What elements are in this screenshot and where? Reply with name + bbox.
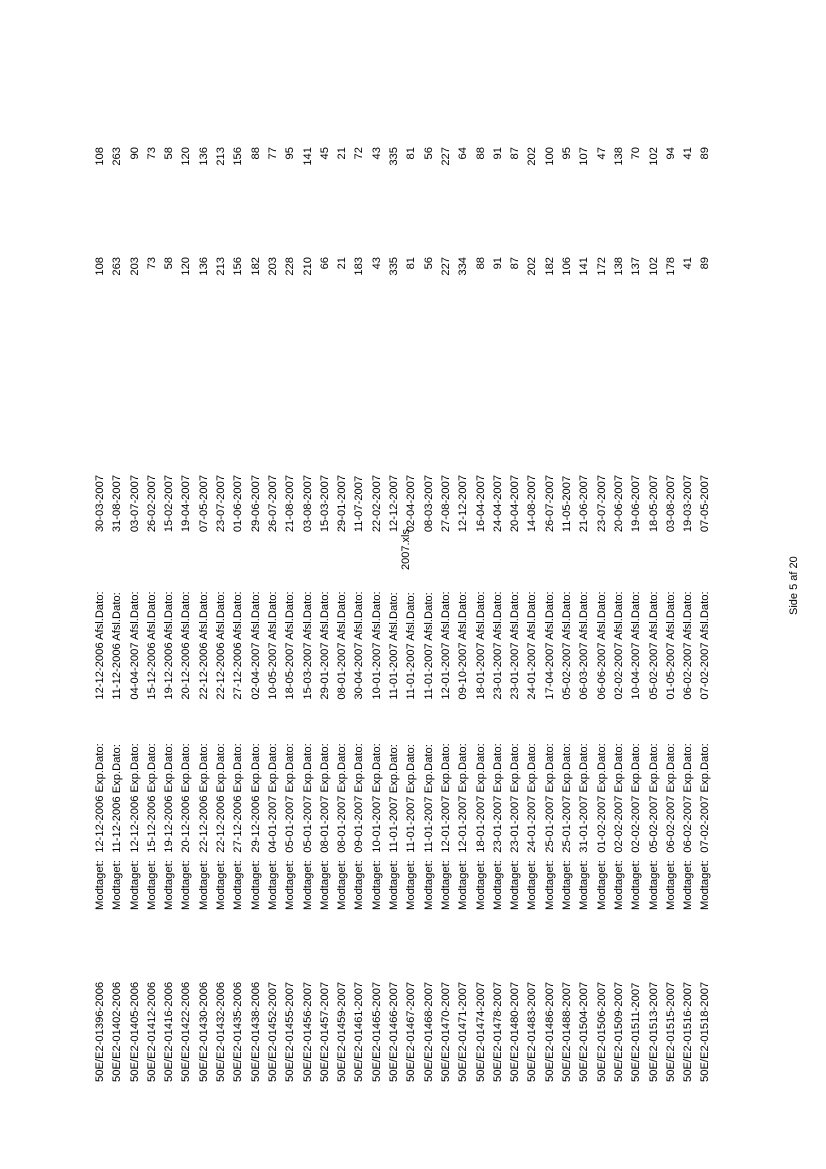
processing-days-cell: 335 bbox=[388, 147, 401, 166]
total-days-cell: 182 bbox=[543, 256, 556, 276]
total-days-cell: 202 bbox=[526, 256, 539, 276]
closed-date-cell: 18-05-2007 bbox=[647, 474, 660, 533]
received-label-cell: Modtaget: bbox=[439, 860, 452, 910]
processing-days-cell: 107 bbox=[578, 147, 591, 166]
received-label-cell: Modtaget: bbox=[128, 860, 141, 910]
received-date-cell: 05-02-2007 Exp.Dato: bbox=[647, 743, 660, 853]
case-id-cell: 50E/E2-01511-2007 bbox=[630, 982, 643, 1082]
total-days-cell: 87 bbox=[509, 256, 522, 270]
total-days-cell: 228 bbox=[284, 256, 297, 276]
table-row bbox=[127, 147, 144, 1082]
case-id-cell: 50E/E2-01467-2007 bbox=[405, 981, 418, 1082]
expedited-date-cell: 17-04-2007 Afsl.Dato: bbox=[543, 591, 556, 700]
case-id-cell: 50E/E2-01515-2007 bbox=[664, 981, 677, 1082]
total-days-cell: 203 bbox=[266, 256, 279, 276]
received-label-cell: Modtaget: bbox=[561, 860, 574, 910]
received-date-cell: 22-12-2006 Exp.Dato: bbox=[197, 743, 210, 853]
case-id-cell: 50E/E2-01466-2007 bbox=[388, 981, 401, 1082]
received-date-cell: 08-01-2007 Exp.Dato: bbox=[336, 743, 349, 853]
received-label-cell: Modtaget: bbox=[266, 860, 279, 910]
closed-date-cell: 29-06-2007 bbox=[249, 474, 262, 533]
case-id-cell: 50E/E2-01435-2006 bbox=[232, 981, 245, 1082]
processing-days-cell: 141 bbox=[301, 147, 314, 166]
closed-date-cell: 07-05-2007 bbox=[197, 474, 210, 533]
case-id-cell: 50E/E2-01459-2007 bbox=[336, 981, 349, 1082]
expedited-date-cell: 27-12-2006 Afsl.Dato: bbox=[232, 591, 245, 700]
processing-days-cell: 77 bbox=[266, 147, 279, 160]
received-label-cell: Modtaget: bbox=[647, 860, 660, 910]
case-id-cell: 50E/E2-01416-2006 bbox=[163, 981, 176, 1082]
total-days-cell: 138 bbox=[612, 256, 625, 276]
table-row bbox=[265, 147, 282, 1082]
processing-days-cell: 58 bbox=[163, 147, 176, 160]
case-id-cell: 50E/E2-01478-2007 bbox=[491, 981, 504, 1082]
total-days-cell: 91 bbox=[491, 256, 504, 270]
closed-date-cell: 19-03-2007 bbox=[682, 474, 695, 533]
processing-days-cell: 72 bbox=[353, 147, 366, 160]
received-date-cell: 31-01-2007 Exp.Dato: bbox=[578, 743, 591, 853]
case-id-cell: 50E/E2-01513-2007 bbox=[647, 981, 660, 1082]
received-label-cell: Modtaget: bbox=[422, 860, 435, 910]
total-days-cell: 41 bbox=[682, 256, 695, 270]
table-row bbox=[542, 147, 559, 1082]
processing-days-cell: 227 bbox=[439, 147, 452, 166]
received-label-cell: Modtaget: bbox=[474, 860, 487, 910]
closed-date-cell: 30-03-2007 bbox=[94, 474, 106, 533]
received-label-cell: Modtaget: bbox=[232, 860, 245, 910]
processing-days-cell: 156 bbox=[232, 147, 245, 166]
table-row bbox=[403, 147, 420, 1082]
closed-date-cell: 22-02-2007 bbox=[370, 474, 383, 533]
expedited-date-cell: 02-02-2007 Afsl.Dato: bbox=[612, 591, 625, 700]
case-table-body bbox=[92, 147, 715, 1082]
expedited-date-cell: 11-12-2006 Afsl.Dato: bbox=[111, 592, 124, 700]
received-date-cell: 02-02-2007 Exp.Dato: bbox=[630, 743, 643, 853]
processing-days-cell: 94 bbox=[664, 147, 677, 160]
received-date-cell: 10-01-2007 Exp.Dato: bbox=[370, 743, 383, 853]
expedited-date-cell: 05-02-2007 Afsl.Dato: bbox=[647, 591, 660, 700]
table-row bbox=[248, 147, 265, 1082]
received-date-cell: 07-02-2007 Exp.Dato: bbox=[699, 743, 712, 853]
expedited-date-cell: 06-02-2007 Afsl.Dato: bbox=[682, 591, 695, 700]
table-row bbox=[576, 147, 593, 1082]
expedited-date-cell: 18-05-2007 Afsl.Dato: bbox=[284, 591, 297, 700]
received-date-cell: 12-01-2007 Exp.Dato: bbox=[439, 743, 452, 853]
closed-date-cell: 23-07-2007 bbox=[215, 474, 228, 533]
table-row bbox=[646, 147, 663, 1082]
received-label-cell: Modtaget: bbox=[111, 860, 124, 910]
table-row bbox=[351, 147, 368, 1082]
file-name-header: 2007.xls bbox=[400, 529, 412, 570]
closed-date-cell: 21-06-2007 bbox=[578, 474, 591, 533]
expedited-date-cell: 08-01-2007 Afsl.Dato: bbox=[336, 591, 349, 700]
received-date-cell: 04-01-2007 Exp.Dato: bbox=[266, 743, 279, 853]
case-id-cell: 50E/E2-01509-2007 bbox=[612, 981, 625, 1082]
processing-days-cell: 95 bbox=[284, 147, 297, 160]
received-label-cell: Modtaget: bbox=[163, 860, 176, 910]
received-date-cell: 23-01-2007 Exp.Dato: bbox=[491, 743, 504, 853]
expedited-date-cell: 29-01-2007 Afsl.Dato: bbox=[318, 591, 331, 700]
received-date-cell: 25-01-2007 Exp.Dato: bbox=[543, 743, 556, 853]
case-id-cell: 50E/E2-01504-2007 bbox=[578, 981, 591, 1082]
expedited-date-cell: 23-01-2007 Afsl.Dato: bbox=[509, 591, 522, 700]
expedited-date-cell: 11-01-2007 Afsl.Dato: bbox=[405, 592, 418, 700]
received-label-cell: Modtaget: bbox=[180, 860, 193, 910]
received-label-cell: Modtaget: bbox=[526, 860, 539, 910]
table-row bbox=[282, 147, 299, 1082]
table-row bbox=[369, 147, 386, 1082]
expedited-date-cell: 19-12-2006 Afsl.Dato: bbox=[163, 591, 176, 700]
table-row bbox=[473, 147, 490, 1082]
total-days-cell: 227 bbox=[439, 256, 452, 276]
closed-date-cell: 03-08-2007 bbox=[301, 474, 314, 533]
received-label-cell: Modtaget: bbox=[630, 860, 643, 910]
total-days-cell: 43 bbox=[370, 256, 383, 270]
closed-date-cell: 03-07-2007 bbox=[128, 474, 141, 533]
case-id-cell: 50E/E2-01518-2007 bbox=[699, 981, 712, 1082]
received-label-cell: Modtaget: bbox=[682, 860, 695, 910]
total-days-cell: 203 bbox=[128, 256, 141, 276]
table-row bbox=[161, 147, 178, 1082]
case-table bbox=[92, 147, 715, 1082]
processing-days-cell: 120 bbox=[180, 147, 193, 166]
received-label-cell: Modtaget: bbox=[215, 860, 228, 910]
received-date-cell: 12-12-2006 Exp.Dato: bbox=[94, 743, 106, 853]
table-row bbox=[213, 147, 230, 1082]
closed-date-cell: 14-08-2007 bbox=[526, 474, 539, 533]
received-label-cell: Modtaget: bbox=[543, 860, 556, 910]
received-label-cell: Modtaget: bbox=[249, 860, 262, 910]
received-date-cell: 06-02-2007 Exp.Dato: bbox=[664, 743, 677, 853]
processing-days-cell: 87 bbox=[509, 147, 522, 160]
processing-days-cell: 108 bbox=[94, 147, 106, 166]
case-id-cell: 50E/E2-01516-2007 bbox=[682, 981, 695, 1082]
received-date-cell: 24-01-2007 Exp.Dato: bbox=[526, 743, 539, 853]
closed-date-cell: 12-12-2007 bbox=[457, 474, 470, 533]
total-days-cell: 136 bbox=[197, 256, 210, 276]
total-days-cell: 58 bbox=[163, 256, 176, 270]
closed-date-cell: 01-06-2007 bbox=[232, 474, 245, 533]
expedited-date-cell: 12-12-2006 Afsl.Dato: bbox=[94, 591, 106, 700]
case-id-cell: 50E/E2-01471-2007 bbox=[457, 981, 470, 1082]
expedited-date-cell: 07-02-2007 Afsl.Dato: bbox=[699, 591, 712, 700]
expedited-date-cell: 11-01-2007 Afsl.Dato: bbox=[388, 592, 401, 700]
table-row bbox=[611, 147, 628, 1082]
received-label-cell: Modtaget: bbox=[318, 860, 331, 910]
page-number-footer: Side 5 af 20 bbox=[788, 556, 800, 615]
expedited-date-cell: 05-02-2007 Afsl.Dato: bbox=[561, 591, 574, 700]
total-days-cell: 56 bbox=[422, 256, 435, 270]
table-row bbox=[663, 147, 680, 1082]
processing-days-cell: 41 bbox=[682, 147, 695, 160]
total-days-cell: 81 bbox=[405, 256, 418, 270]
expedited-date-cell: 22-12-2006 Afsl.Dato: bbox=[197, 591, 210, 700]
total-days-cell: 106 bbox=[561, 256, 574, 276]
total-days-cell: 141 bbox=[578, 256, 591, 276]
table-row bbox=[317, 147, 334, 1082]
total-days-cell: 210 bbox=[301, 256, 314, 276]
expedited-date-cell: 06-03-2007 Afsl.Dato: bbox=[578, 591, 591, 700]
case-id-cell: 50E/E2-01452-2007 bbox=[266, 981, 279, 1082]
total-days-cell: 334 bbox=[457, 256, 470, 276]
table-row bbox=[490, 147, 507, 1082]
total-days-cell: 88 bbox=[474, 256, 487, 270]
closed-date-cell: 11-07-2007 bbox=[353, 475, 366, 533]
table-row bbox=[524, 147, 541, 1082]
received-label-cell: Modtaget: bbox=[336, 860, 349, 910]
received-label-cell: Modtaget: bbox=[699, 860, 712, 910]
received-date-cell: 09-01-2007 Exp.Dato: bbox=[353, 743, 366, 853]
processing-days-cell: 91 bbox=[491, 147, 504, 160]
closed-date-cell: 07-05-2007 bbox=[699, 474, 712, 533]
received-label-cell: Modtaget: bbox=[595, 860, 608, 910]
total-days-cell: 66 bbox=[318, 256, 331, 270]
received-date-cell: 11-01-2007 Exp.Dato: bbox=[388, 744, 401, 853]
received-label-cell: Modtaget: bbox=[457, 860, 470, 910]
expedited-date-cell: 23-01-2007 Afsl.Dato: bbox=[491, 591, 504, 700]
received-date-cell: 06-02-2007 Exp.Dato: bbox=[682, 743, 695, 853]
processing-days-cell: 43 bbox=[370, 147, 383, 160]
case-id-cell: 50E/E2-01422-2006 bbox=[180, 981, 193, 1082]
closed-date-cell: 08-03-2007 bbox=[422, 474, 435, 533]
received-date-cell: 18-01-2007 Exp.Dato: bbox=[474, 743, 487, 853]
table-row bbox=[559, 147, 576, 1082]
closed-date-cell: 11-05-2007 bbox=[561, 475, 574, 533]
case-id-cell: 50E/E2-01468-2007 bbox=[422, 981, 435, 1082]
closed-date-cell: 15-03-2007 bbox=[318, 474, 331, 533]
case-id-cell: 50E/E2-01465-2007 bbox=[370, 981, 383, 1082]
closed-date-cell: 02-04-2007 bbox=[405, 474, 418, 533]
case-id-cell: 50E/E2-01432-2006 bbox=[215, 981, 228, 1082]
processing-days-cell: 100 bbox=[543, 147, 556, 166]
table-row bbox=[144, 147, 161, 1082]
received-label-cell: Modtaget: bbox=[145, 860, 158, 910]
received-label-cell: Modtaget: bbox=[94, 860, 106, 910]
total-days-cell: 183 bbox=[353, 256, 366, 276]
total-days-cell: 102 bbox=[647, 256, 660, 276]
expedited-date-cell: 12-01-2007 Afsl.Dato: bbox=[439, 591, 452, 700]
closed-date-cell: 26-07-2007 bbox=[266, 474, 279, 533]
case-id-cell: 50E/E2-01438-2006 bbox=[249, 981, 262, 1082]
table-row bbox=[196, 147, 213, 1082]
total-days-cell: 137 bbox=[630, 256, 643, 276]
received-label-cell: Modtaget: bbox=[197, 860, 210, 910]
closed-date-cell: 12-12-2007 bbox=[388, 474, 401, 533]
received-date-cell: 22-12-2006 Exp.Dato: bbox=[215, 743, 228, 853]
received-date-cell: 15-12-2006 Exp.Dato: bbox=[145, 743, 158, 853]
received-date-cell: 12-01-2007 Exp.Dato: bbox=[457, 743, 470, 853]
closed-date-cell: 26-07-2007 bbox=[543, 474, 556, 533]
expedited-date-cell: 01-05-2007 Afsl.Dato: bbox=[664, 591, 677, 700]
table-row bbox=[300, 147, 317, 1082]
expedited-date-cell: 02-04-2007 Afsl.Dato: bbox=[249, 591, 262, 700]
total-days-cell: 120 bbox=[180, 256, 193, 276]
table-row bbox=[628, 147, 645, 1082]
closed-date-cell: 23-07-2007 bbox=[595, 474, 608, 533]
received-date-cell: 05-01-2007 Exp.Dato: bbox=[301, 743, 314, 853]
received-date-cell: 11-01-2007 Exp.Dato: bbox=[422, 744, 435, 853]
total-days-cell: 73 bbox=[145, 256, 158, 270]
expedited-date-cell: 10-04-2007 Afsl.Dato: bbox=[630, 591, 643, 700]
expedited-date-cell: 20-12-2006 Afsl.Dato: bbox=[180, 591, 193, 700]
rotated-sheet bbox=[92, 147, 712, 1082]
received-date-cell: 27-12-2006 Exp.Dato: bbox=[232, 743, 245, 853]
processing-days-cell: 202 bbox=[526, 147, 539, 166]
received-date-cell: 11-01-2007 Exp.Dato: bbox=[405, 744, 418, 853]
closed-date-cell: 19-06-2007 bbox=[630, 474, 643, 533]
processing-days-cell: 89 bbox=[699, 147, 712, 160]
total-days-cell: 182 bbox=[249, 256, 262, 276]
processing-days-cell: 263 bbox=[111, 147, 124, 166]
total-days-cell: 213 bbox=[215, 256, 228, 276]
received-label-cell: Modtaget: bbox=[370, 860, 383, 910]
expedited-date-cell: 18-01-2007 Afsl.Dato: bbox=[474, 591, 487, 700]
closed-date-cell: 24-04-2007 bbox=[491, 474, 504, 533]
closed-date-cell: 20-06-2007 bbox=[612, 474, 625, 533]
case-id-cell: 50E/E2-01461-2007 bbox=[353, 981, 366, 1082]
case-id-cell: 50E/E2-01405-2006 bbox=[128, 981, 141, 1082]
closed-date-cell: 19-04-2007 bbox=[180, 474, 193, 533]
total-days-cell: 335 bbox=[388, 256, 401, 276]
case-id-cell: 50E/E2-01480-2007 bbox=[509, 981, 522, 1082]
received-date-cell: 01-02-2007 Exp.Dato: bbox=[595, 743, 608, 853]
case-id-cell: 50E/E2-01402-2006 bbox=[111, 981, 124, 1082]
expedited-date-cell: 30-04-2007 Afsl.Dato: bbox=[353, 591, 366, 700]
case-id-cell: 50E/E2-01506-2007 bbox=[595, 981, 608, 1082]
expedited-date-cell: 09-10-2007 Afsl.Dato: bbox=[457, 591, 470, 700]
case-id-cell: 50E/E2-01455-2007 bbox=[284, 981, 297, 1082]
total-days-cell: 89 bbox=[699, 256, 712, 270]
table-row bbox=[507, 147, 524, 1082]
case-id-cell: 50E/E2-01396-2006 bbox=[94, 981, 106, 1082]
total-days-cell: 263 bbox=[111, 256, 124, 276]
closed-date-cell: 29-01-2007 bbox=[336, 474, 349, 533]
expedited-date-cell: 04-04-2007 Afsl.Dato: bbox=[128, 591, 141, 700]
case-id-cell: 50E/E2-01474-2007 bbox=[474, 981, 487, 1082]
received-date-cell: 11-12-2006 Exp.Dato: bbox=[111, 744, 124, 853]
received-label-cell: Modtaget: bbox=[578, 860, 591, 910]
received-label-cell: Modtaget: bbox=[405, 860, 418, 910]
received-date-cell: 23-01-2007 Exp.Dato: bbox=[509, 743, 522, 853]
table-row bbox=[697, 147, 714, 1082]
table-row bbox=[92, 147, 109, 1082]
case-id-cell: 50E/E2-01456-2007 bbox=[301, 981, 314, 1082]
case-id-cell: 50E/E2-01483-2007 bbox=[526, 981, 539, 1082]
processing-days-cell: 213 bbox=[215, 147, 228, 166]
table-row bbox=[438, 147, 455, 1082]
case-id-cell: 50E/E2-01470-2007 bbox=[439, 981, 452, 1082]
table-row bbox=[455, 147, 472, 1082]
processing-days-cell: 56 bbox=[422, 147, 435, 160]
received-date-cell: 12-12-2006 Exp.Dato: bbox=[128, 743, 141, 853]
case-id-cell: 50E/E2-01412-2006 bbox=[145, 981, 158, 1082]
table-row bbox=[386, 147, 403, 1082]
received-label-cell: Modtaget: bbox=[491, 860, 504, 910]
closed-date-cell: 26-02-2007 bbox=[145, 474, 158, 533]
received-date-cell: 02-02-2007 Exp.Dato: bbox=[612, 743, 625, 853]
expedited-date-cell: 06-06-2007 Afsl.Dato: bbox=[595, 591, 608, 700]
table-row bbox=[178, 147, 195, 1082]
closed-date-cell: 27-08-2007 bbox=[439, 474, 452, 533]
received-label-cell: Modtaget: bbox=[612, 860, 625, 910]
total-days-cell: 156 bbox=[232, 256, 245, 276]
case-id-cell: 50E/E2-01457-2007 bbox=[318, 981, 331, 1082]
received-date-cell: 05-01-2007 Exp.Dato: bbox=[284, 743, 297, 853]
processing-days-cell: 47 bbox=[595, 147, 608, 160]
processing-days-cell: 90 bbox=[128, 147, 141, 160]
processing-days-cell: 138 bbox=[612, 147, 625, 166]
processing-days-cell: 21 bbox=[336, 147, 349, 160]
processing-days-cell: 64 bbox=[457, 147, 470, 160]
processing-days-cell: 70 bbox=[630, 147, 643, 160]
received-date-cell: 08-01-2007 Exp.Dato: bbox=[318, 743, 331, 853]
received-label-cell: Modtaget: bbox=[284, 860, 297, 910]
table-row bbox=[594, 147, 611, 1082]
expedited-date-cell: 15-03-2007 Afsl.Dato: bbox=[301, 591, 314, 700]
total-days-cell: 178 bbox=[664, 256, 677, 276]
processing-days-cell: 95 bbox=[561, 147, 574, 160]
processing-days-cell: 88 bbox=[249, 147, 262, 160]
expedited-date-cell: 10-05-2007 Afsl.Dato: bbox=[266, 591, 279, 700]
expedited-date-cell: 24-01-2007 Afsl.Dato: bbox=[526, 591, 539, 700]
processing-days-cell: 88 bbox=[474, 147, 487, 160]
case-id-cell: 50E/E2-01430-2006 bbox=[197, 981, 210, 1082]
received-date-cell: 29-12-2006 Exp.Dato: bbox=[249, 743, 262, 853]
processing-days-cell: 81 bbox=[405, 147, 418, 160]
table-row bbox=[230, 147, 247, 1082]
received-label-cell: Modtaget: bbox=[353, 860, 366, 910]
received-label-cell: Modtaget: bbox=[388, 860, 401, 910]
total-days-cell: 172 bbox=[595, 256, 608, 276]
processing-days-cell: 73 bbox=[145, 147, 158, 160]
processing-days-cell: 45 bbox=[318, 147, 331, 160]
expedited-date-cell: 15-12-2006 Afsl.Dato: bbox=[145, 591, 158, 700]
case-id-cell: 50E/E2-01486-2007 bbox=[543, 981, 556, 1082]
total-days-cell: 21 bbox=[336, 256, 349, 270]
table-row bbox=[334, 147, 351, 1082]
expedited-date-cell: 22-12-2006 Afsl.Dato: bbox=[215, 591, 228, 700]
expedited-date-cell: 10-01-2007 Afsl.Dato: bbox=[370, 591, 383, 700]
table-row bbox=[680, 147, 697, 1082]
closed-date-cell: 03-08-2007 bbox=[664, 474, 677, 533]
table-row bbox=[109, 147, 126, 1082]
closed-date-cell: 21-08-2007 bbox=[284, 474, 297, 533]
received-label-cell: Modtaget: bbox=[509, 860, 522, 910]
total-days-cell: 108 bbox=[94, 256, 106, 276]
closed-date-cell: 16-04-2007 bbox=[474, 474, 487, 533]
closed-date-cell: 15-02-2007 bbox=[163, 474, 176, 533]
closed-date-cell: 20-04-2007 bbox=[509, 474, 522, 533]
received-date-cell: 19-12-2006 Exp.Dato: bbox=[163, 743, 176, 853]
processing-days-cell: 136 bbox=[197, 147, 210, 166]
received-label-cell: Modtaget: bbox=[664, 860, 677, 910]
expedited-date-cell: 11-01-2007 Afsl.Dato: bbox=[422, 592, 435, 700]
table-row bbox=[421, 147, 438, 1082]
received-date-cell: 20-12-2006 Exp.Dato: bbox=[180, 743, 193, 853]
processing-days-cell: 102 bbox=[647, 147, 660, 166]
received-date-cell: 25-01-2007 Exp.Dato: bbox=[561, 743, 574, 853]
closed-date-cell: 31-08-2007 bbox=[111, 474, 124, 533]
case-id-cell: 50E/E2-01488-2007 bbox=[561, 981, 574, 1082]
received-label-cell: Modtaget: bbox=[301, 860, 314, 910]
